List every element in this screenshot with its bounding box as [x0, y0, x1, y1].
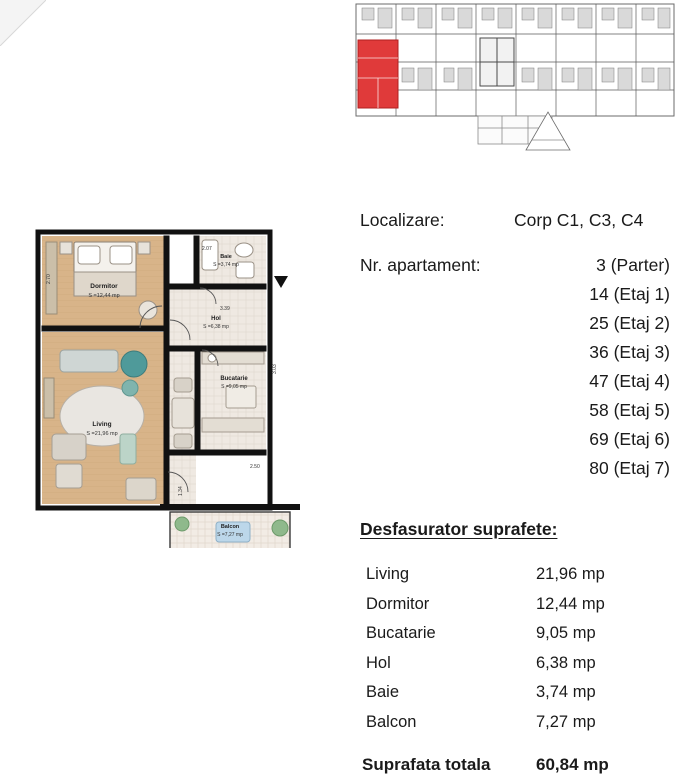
room-label-dormitor: Dormitor	[90, 283, 118, 290]
room-label-bucatarie: Bucatarie	[220, 376, 248, 382]
list-item: 3 (Parter)	[596, 255, 670, 275]
room-label-balcon: Balcon	[220, 524, 240, 530]
list-item: 80 (Etaj 7)	[589, 458, 670, 478]
room-name: Dormitor	[366, 594, 430, 613]
room-area: 6,38 mp	[536, 653, 596, 672]
apartment-floor-plan	[30, 228, 310, 548]
list-item: 58 (Etaj 5)	[589, 400, 670, 420]
apartment-info-panel	[360, 206, 680, 775]
svg-text:1.34: 1.34	[178, 486, 184, 496]
localizare-row	[360, 206, 680, 235]
svg-text:2.50: 2.50	[250, 464, 260, 470]
room-label-hol: Hol	[211, 316, 221, 322]
room-area: 12,44 mp	[536, 594, 605, 613]
room-area: 3,74 mp	[536, 683, 596, 701]
room-name: Living	[366, 565, 410, 583]
svg-text:S =3,74 mp: S =3,74 mp	[213, 262, 239, 268]
room-area: 21,96 mp	[536, 565, 605, 583]
room-label-living: Living	[92, 421, 112, 428]
apartment-number-list	[508, 251, 670, 483]
room-name: Baie	[366, 683, 400, 701]
svg-text:3.03: 3.03	[272, 364, 278, 374]
localizare-value: Corp C1, C3, C4	[514, 210, 644, 230]
list-item: 14 (Etaj 1)	[589, 284, 670, 304]
dimension-text: 2.07	[202, 246, 212, 252]
svg-text:S =9,05 mp: S =9,05 mp	[221, 384, 247, 390]
page-corner-line-icon	[0, 0, 46, 46]
localizare-label: Localizare:	[360, 210, 445, 230]
room-name: Balcon	[366, 712, 417, 731]
svg-text:S =6,38 mp: S =6,38 mp	[203, 324, 229, 330]
table-row	[360, 708, 648, 738]
svg-text:2.70: 2.70	[46, 274, 52, 284]
table-row	[360, 590, 648, 620]
apartment-numbers-block	[360, 251, 680, 483]
room-area: 9,05 mp	[536, 624, 596, 642]
room-name: Hol	[366, 653, 391, 672]
total-value: 60,84 mp	[536, 755, 609, 774]
svg-text:S =21,96 mp: S =21,96 mp	[86, 431, 118, 437]
table-row	[360, 619, 648, 649]
highlighted-apartment	[358, 40, 398, 108]
total-label: Suprafata totala	[362, 755, 491, 774]
table-row	[360, 649, 648, 679]
list-item: 36 (Etaj 3)	[589, 342, 670, 362]
list-item: 25 (Etaj 2)	[589, 313, 670, 333]
surfaces-section-title: Desfasurator suprafete:	[360, 519, 558, 539]
svg-text:S =12,44 mp: S =12,44 mp	[88, 293, 120, 299]
table-row	[360, 560, 648, 590]
list-item: 47 (Etaj 4)	[589, 371, 670, 391]
total-surface-row	[360, 755, 680, 775]
list-item: 69 (Etaj 6)	[589, 429, 670, 449]
room-label-baie: Baie	[220, 254, 232, 260]
svg-text:3.39: 3.39	[220, 306, 230, 312]
table-row	[360, 678, 648, 708]
room-area: 7,27 mp	[536, 712, 596, 731]
site-plan	[352, 0, 688, 160]
apartament-label: Nr. apartament:	[360, 255, 481, 275]
svg-text:S =7,27 mp: S =7,27 mp	[217, 532, 243, 538]
room-name: Bucatarie	[366, 624, 436, 642]
surfaces-table	[360, 560, 648, 737]
